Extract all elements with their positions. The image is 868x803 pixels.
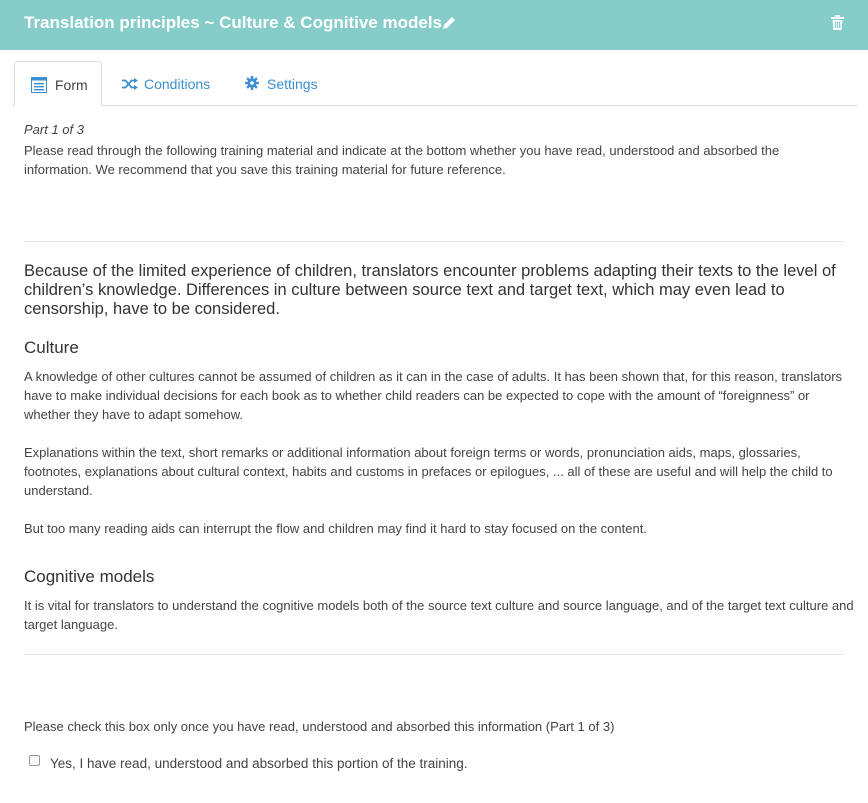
tab-form-label: Form <box>55 77 88 93</box>
culture-heading: Culture <box>24 338 79 357</box>
cognitive-heading: Cognitive models <box>24 567 155 586</box>
pencil-icon[interactable] <box>441 15 457 31</box>
culture-paragraph-1: A knowledge of other cultures cannot be assumed of children as it can in the case of adults. It has been shown that, for this reason, translators have to make individual decisions for each book as to whether child readers can be expected to cope with the amount of “foreignness” or whether they have to adapt somehow. <box>24 369 843 422</box>
trash-icon[interactable] <box>831 15 844 30</box>
form-icon <box>31 77 47 93</box>
page-header <box>0 0 868 50</box>
culture-paragraph-2: Explanations within the text, short remarks or additional information about foreign terms or words, pronunciation aids, maps, glossaries, footnotes, explanations about cultural context, habits and customs in prefaces or epilogues, ... all of these are useful and will help the child to understand. <box>24 445 833 498</box>
tab-form[interactable] <box>14 61 102 106</box>
cognitive-paragraph: It is vital for translators to understand the cognitive models both of the source text culture and source language, and of the target text culture and target language. <box>24 598 854 632</box>
tab-conditions[interactable] <box>120 61 230 105</box>
divider <box>24 654 844 655</box>
confirmation-checkbox[interactable] <box>29 755 40 766</box>
divider <box>24 241 844 242</box>
tab-bar <box>12 61 858 106</box>
culture-paragraph-3: But too many reading aids can interrupt the flow and children may find it hard to stay focused on the content. <box>24 521 647 536</box>
confirmation-instruction: Please check this box only once you have read, understood and absorbed this information (Part 1 of 3) <box>24 719 615 734</box>
lead-paragraph: Because of the limited experience of children, translators encounter problems adapting their texts to the level of children’s knowledge. Differences in culture between source text and target text, which may even lead to censorship, have to be considered. <box>24 262 836 318</box>
confirmation-checkbox-label[interactable]: Yes, I have read, understood and absorbed this portion of the training. <box>50 756 468 771</box>
intro-text: Please read through the following training material and indicate at the bottom whether you have read, understood and absorbed the information. We recommend that you save this training material for future reference. <box>24 143 780 177</box>
part-label: Part 1 of 3 <box>24 122 84 137</box>
tab-settings[interactable] <box>244 61 334 105</box>
shuffle-icon <box>122 78 138 90</box>
gear-icon <box>245 76 259 90</box>
tab-conditions-label: Conditions <box>144 76 211 92</box>
page-title: Translation principles ~ Culture & Cognitive models <box>24 13 442 32</box>
tab-settings-label: Settings <box>267 76 318 92</box>
